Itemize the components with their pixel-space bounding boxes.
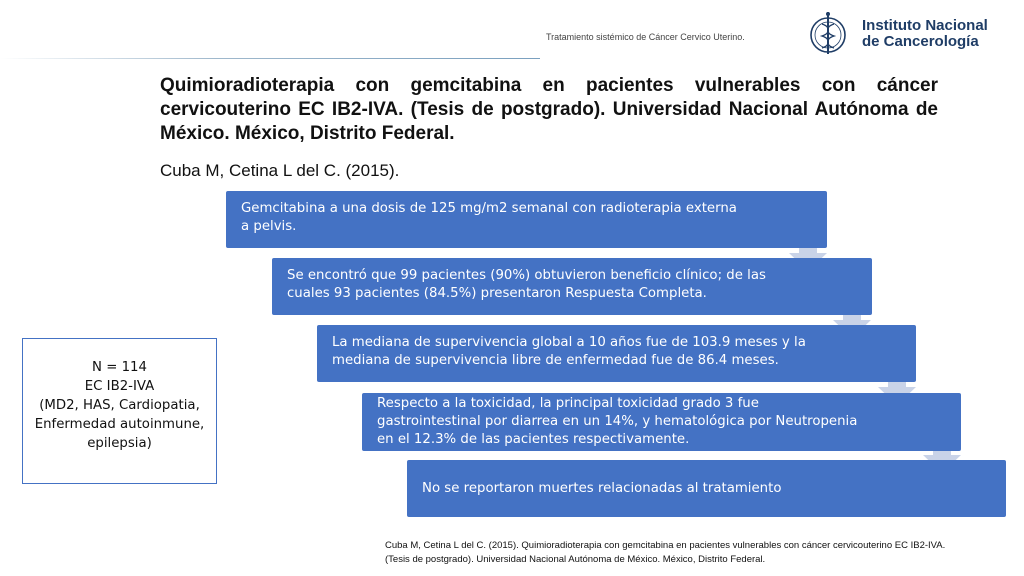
logo-line-2: de Cancerología — [862, 33, 979, 50]
citation-line-2: (Tesis de postgrado). Universidad Nacional Autónoma de México. México, Distrito Federal. — [385, 554, 766, 565]
summary-line-1: N = 114 — [92, 360, 147, 375]
header-subtitle: Tratamiento sistémico de Cáncer Cervico Uterino. — [546, 32, 745, 42]
summary-line-5: epilepsia) — [87, 436, 152, 451]
summary-line-4: Enfermedad autoinmune, — [34, 417, 205, 432]
flow-step-5 — [407, 460, 1006, 517]
step-3-line-2: mediana de supervivencia libre de enfermedad fue de 86.4 meses. — [332, 353, 779, 368]
step-3-line-1: La mediana de supervivencia global a 10 años fue de 103.9 meses y la — [332, 335, 806, 350]
step-1-line-1: Gemcitabina a una dosis de 125 mg/m2 semanal con radioterapia externa — [241, 201, 737, 216]
citation-line-1: Cuba M, Cetina L del C. (2015). Quimioradioterapia con gemcitabina en pacientes vulnerables con cáncer cervicouterino EC IB2-IVA. — [385, 540, 946, 551]
citation-footnote — [385, 539, 1020, 567]
institute-emblem-icon — [808, 10, 848, 56]
flow-step-2 — [272, 258, 872, 315]
sample-summary-box — [22, 338, 217, 484]
flow-step-4 — [362, 393, 961, 451]
step-2-line-2: cuales 93 pacientes (84.5%) presentaron Respuesta Completa. — [287, 286, 707, 301]
step-5-line-1: No se reportaron muertes relacionadas al tratamiento — [422, 481, 782, 496]
flow-step-1 — [226, 191, 827, 248]
header-divider — [0, 58, 540, 59]
step-4-line-3: en el 12.3% de las pacientes respectivamente. — [377, 432, 690, 447]
step-2-line-1: Se encontró que 99 pacientes (90%) obtuvieron beneficio clínico; de las — [287, 268, 766, 283]
logo-line-1: Instituto Nacional — [862, 17, 988, 34]
flow-step-3 — [317, 325, 916, 382]
step-1-line-2: a pelvis. — [241, 219, 297, 234]
summary-line-3: (MD2, HAS, Cardiopatia, — [39, 398, 200, 413]
summary-line-2: EC IB2-IVA — [84, 379, 155, 394]
step-4-line-1: Respecto a la toxicidad, la principal toxicidad grado 3 fue — [377, 396, 759, 411]
institute-logo-text — [862, 18, 988, 50]
slide-title: Quimioradioterapia con gemcitabina en pacientes vulnerables con cáncer cervicouterino EC IB2-IVA. (Tesis de postgrado). Universidad Nacional Autónoma de México. México, Distrito Federal. — [160, 75, 938, 144]
step-4-line-2: gastrointestinal por diarrea en un 14%, y hematológica por Neutropenia — [377, 414, 858, 429]
slide-authors: Cuba M, Cetina L del C. (2015). — [160, 161, 400, 180]
